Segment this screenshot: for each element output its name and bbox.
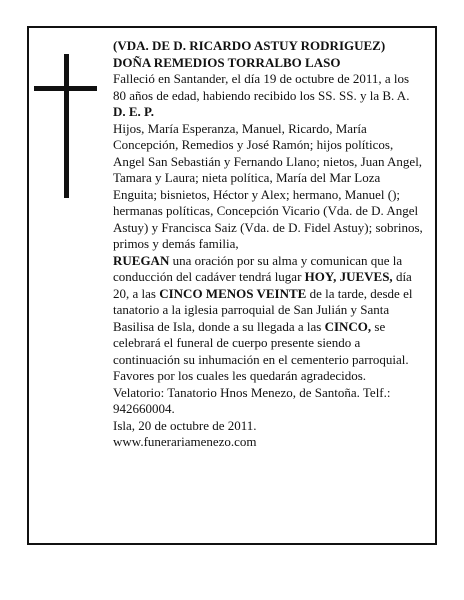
obituary-text bbox=[113, 38, 425, 451]
velatorio-line: Velatorio: Tanatorio Hnos Menezo, de Santoña. Telf.: 942660004. bbox=[113, 384, 391, 416]
family-paragraph: Hijos, María Esperanza, Manuel, Ricardo, María Concepción, Remedios y José Ramón; hijos políticos, Angel San Sebastián y Fernando Llano; nietos, Juan Angel, Tamara y Laura; nieta política, María del Mar Loza Enguita; bisnietos, Héctor y Alex; hermano, Manuel (); hermanas políticas, Concepción Vicario (Vda. de D. Angel Astuy) y Francisca Saiz (Vda. de D. Fidel Astuy); sobrinos, primos y demás familia, bbox=[113, 120, 423, 251]
request-text-3: de la tarde, desde el tanatorio a la iglesia parroquial de San Julián y Santa Basilisa de Isla, donde a su llegada a las bbox=[113, 285, 413, 334]
widow-of-line: (VDA. DE D. RICARDO ASTUY RODRIGUEZ) bbox=[113, 38, 386, 53]
request-text-1: una oración por su alma y comunican que la conducción del cadáver tendrá lugar bbox=[113, 252, 403, 284]
deceased-name: DOÑA REMEDIOS TORRALBO LASO bbox=[113, 54, 341, 70]
ruegan-word: RUEGAN bbox=[113, 252, 170, 268]
time-emphasis: CINCO MENOS VEINTE bbox=[159, 285, 307, 301]
request-paragraph bbox=[113, 253, 425, 385]
date-line: Isla, 20 de octubre de 2011. bbox=[113, 417, 257, 433]
day-emphasis: HOY, JUEVES, bbox=[304, 269, 393, 284]
request-text-2: día 20, a las bbox=[113, 269, 412, 301]
website-link[interactable]: www.funerariamenezo.com bbox=[113, 434, 257, 449]
funeral-time-emphasis: CINCO, bbox=[324, 318, 372, 334]
cross-horizontal-bar bbox=[34, 86, 97, 91]
rip-line: D. E. P. bbox=[113, 104, 155, 119]
death-paragraph: Falleció en Santander, el día 19 de octubre de 2011, a los 80 años de edad, habiendo recibido los SS. SS. y la B. A. bbox=[113, 71, 410, 103]
request-text-4: se celebrará el funeral de cuerpo presente siendo a continuación su inhumación en el cementerio parroquial. Favores por los cuales les quedarán agradecidos. bbox=[113, 318, 409, 383]
cross-vertical-bar bbox=[64, 54, 69, 198]
